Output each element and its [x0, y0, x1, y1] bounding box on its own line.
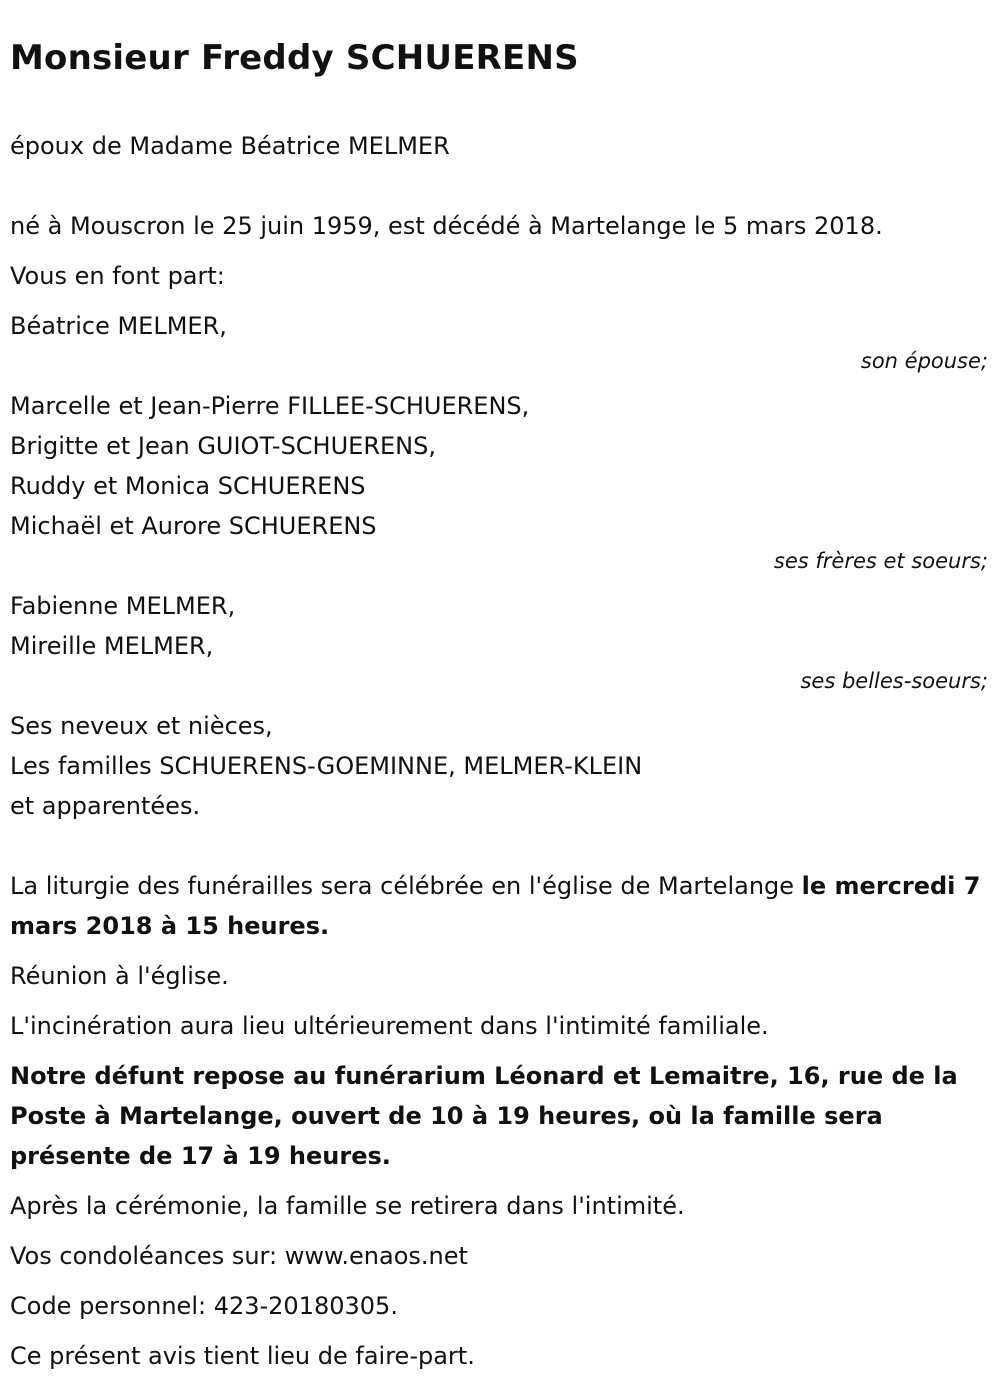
liturgy-text: La liturgie des funérailles sera célébrée en l'église de Martelange: [10, 872, 802, 900]
funerarium-paragraph: Notre défunt repose au funérarium Léonard et Lemaitre, 16, rue de la Poste à Martelange, ouvert de 10 à 19 heures, où la famille sera présente de 17 à 19 heures.: [10, 1062, 958, 1170]
personal-code-line: Code personnel: 423-20180305.: [10, 1292, 398, 1320]
relation-label: son épouse;: [860, 349, 988, 373]
relation-label: ses belles-soeurs;: [800, 669, 988, 693]
deceased-name: Monsieur Freddy SCHUERENS: [10, 38, 579, 78]
family-line: Les familles SCHUERENS-GOEMINNE, MELMER-KLEIN: [10, 752, 643, 780]
birth-death-line: né à Mouscron le 25 juin 1959, est décédé à Martelange le 5 mars 2018.: [10, 212, 883, 240]
family-name: Ruddy et Monica SCHUERENS: [10, 472, 366, 500]
obituary-notice: [10, 30, 990, 1376]
meeting-line: Réunion à l'église.: [10, 962, 229, 990]
family-name: Mireille MELMER,: [10, 632, 214, 660]
spouse-line: époux de Madame Béatrice MELMER: [10, 132, 450, 160]
after-ceremony-line: Après la cérémonie, la famille se retirera dans l'intimité.: [10, 1192, 685, 1220]
liturgy-paragraph: [10, 866, 990, 946]
family-name: Michaël et Aurore SCHUERENS: [10, 512, 377, 540]
family-line: Ses neveux et nièces,: [10, 712, 273, 740]
relation-label: ses frères et soeurs;: [773, 549, 988, 573]
family-name: Fabienne MELMER,: [10, 592, 236, 620]
spouse-group: [10, 306, 990, 376]
sisters-in-law-group: [10, 586, 990, 696]
notice-line: Ce présent avis tient lieu de faire-part.: [10, 1342, 475, 1370]
liturgy-date: le mercredi 7 mars 2018 à 15 heures.: [10, 872, 981, 940]
siblings-group: [10, 386, 990, 576]
family-name: Béatrice MELMER,: [10, 312, 227, 340]
condolences-line: Vos condoléances sur: www.enaos.net: [10, 1242, 468, 1270]
cremation-line: L'incinération aura lieu ultérieurement dans l'intimité familiale.: [10, 1012, 769, 1040]
family-line: et apparentées.: [10, 792, 201, 820]
family-name: Brigitte et Jean GUIOT-SCHUERENS,: [10, 432, 436, 460]
family-name: Marcelle et Jean-Pierre FILLEE-SCHUERENS,: [10, 392, 530, 420]
announce-line: Vous en font part:: [10, 262, 225, 290]
other-relatives: [10, 706, 990, 826]
